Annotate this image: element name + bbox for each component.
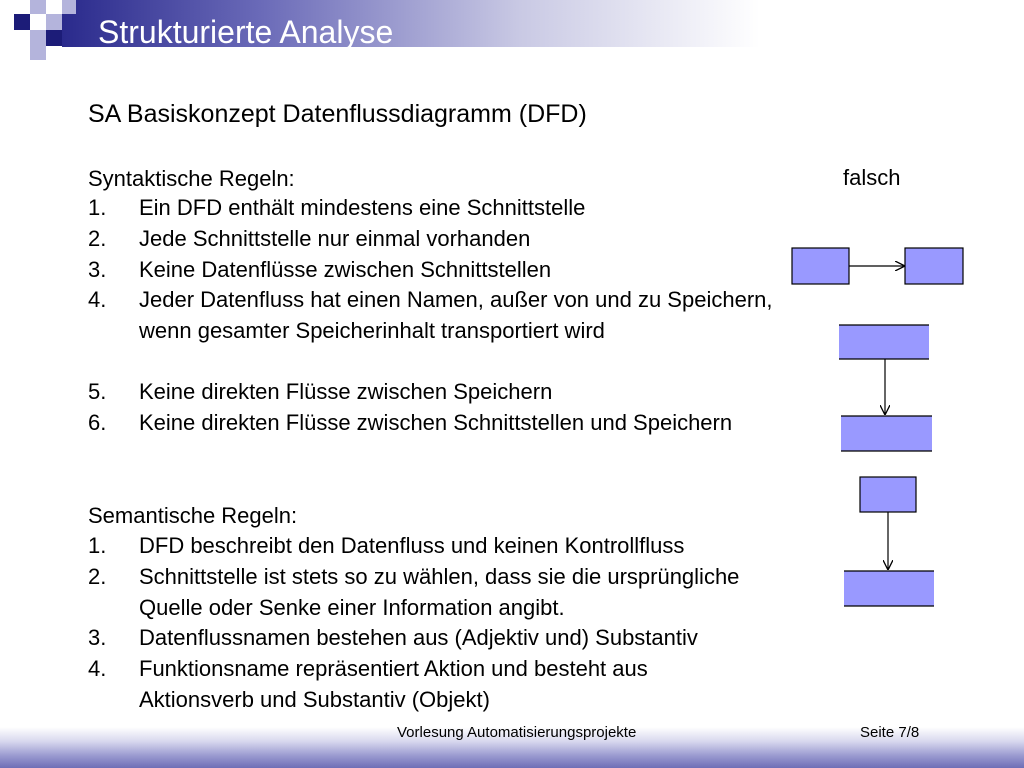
list-item-number: 3. [88, 625, 107, 650]
list-item-text: Keine direkten Flüsse zwischen Speichern [139, 379, 553, 404]
list-item-number: 5. [88, 379, 107, 404]
syntactic-rules-label: Syntaktische Regeln: [88, 166, 295, 191]
list-item-number: 2. [88, 564, 107, 589]
list-item-number: 4. [88, 287, 107, 312]
section-heading: SA Basiskonzept Datenflussdiagramm (DFD) [88, 100, 587, 128]
list-item-text: Jeder Datenfluss hat einen Namen, außer von und zu Speichern, wenn gesamter Speicherinhalt transportiert wird [139, 287, 773, 343]
list-item-text: Funktionsname repräsentiert Aktion und besteht aus Aktionsverb und Substantiv (Objekt) [139, 656, 648, 712]
list-item-text: Jede Schnittstelle nur einmal vorhanden [139, 226, 531, 251]
list-item-text: Keine Datenflüsse zwischen Schnittstellen [139, 257, 552, 282]
store-box [844, 571, 934, 606]
list-item-text: Schnittstelle ist stets so zu wählen, dass sie die ursprüngliche Quelle oder Senke einer Information angibt. [139, 564, 740, 620]
interface-box [905, 248, 963, 284]
list-item-number: 1. [88, 195, 107, 220]
store-box [839, 325, 929, 359]
diagram-label: falsch [843, 165, 901, 190]
list-item-number: 3. [88, 257, 107, 282]
list-item-number: 6. [88, 410, 107, 435]
list-item-text: Datenflussnamen bestehen aus (Adjektiv und) Substantiv [139, 625, 698, 650]
interface-box [792, 248, 849, 284]
store-box [841, 416, 932, 451]
footer-course: Vorlesung Automatisierungsprojekte [397, 724, 637, 741]
page-number: Seite 7/8 [860, 724, 920, 741]
list-item-text: DFD beschreibt den Datenfluss und keinen Kontrollfluss [139, 533, 685, 558]
list-item-text: Keine direkten Flüsse zwischen Schnittstellen und Speichern [139, 410, 733, 435]
list-item-number: 4. [88, 656, 107, 681]
list-item-text: Ein DFD enthält mindestens eine Schnittstelle [139, 195, 586, 220]
list-item-number: 2. [88, 226, 107, 251]
semantic-rules-label: Semantische Regeln: [88, 503, 298, 528]
interface-box [860, 477, 916, 512]
list-item-number: 1. [88, 533, 107, 558]
slide-title: Strukturierte Analyse [98, 14, 394, 50]
